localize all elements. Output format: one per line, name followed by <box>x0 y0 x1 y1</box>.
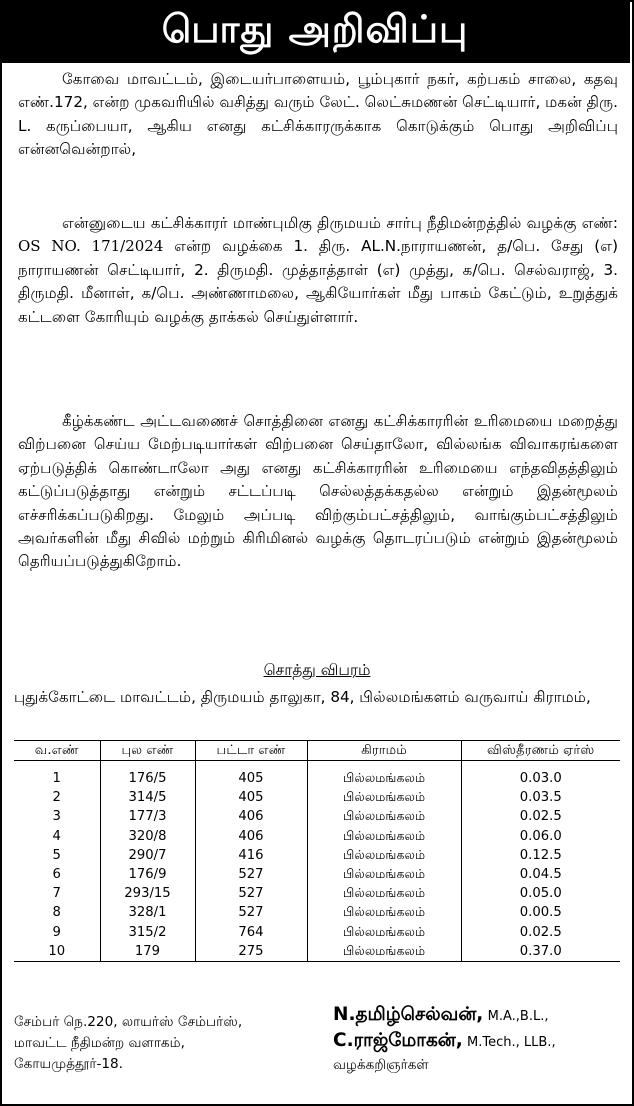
cell-serial: 4 <box>52 828 61 844</box>
cell-village: பில்லமங்கலம் <box>307 942 461 962</box>
notice-paragraph-2 <box>18 212 618 329</box>
cell-village: பில்லமங்கலம் <box>307 807 461 826</box>
header-survey-number: புல எண் <box>100 741 195 761</box>
header-village: கிராமம் <box>307 741 461 761</box>
header-serial: வ.எண் <box>14 741 100 761</box>
cell-serial: 10 <box>14 942 100 962</box>
cell-extent: 0.00.5 <box>461 903 620 922</box>
cell-survey-number: 176/9 <box>100 865 195 884</box>
paragraph-2-body: என்ற வழக்கை 1. திரு. AL.N.நாராயணன், த/பெ. சேது (எ) நாராயணன் செட்டியார், 2. திருமதி. முத்தாத்தாள் (எ) முத்து, க/பெ. செல்வராஜ், 3. திருமதி. மீனாள், க/பெ. அண்ணாமலை, ஆகியோர்கள் மீது பாகம் கேட்டும், உறுத்துக் கட்டளை கோரியும் வழக்கு தாக்கல் செய்துள்ளார். <box>18 237 618 326</box>
notice-title: பொது அறிவிப்பு <box>161 6 469 51</box>
advocate-1-name: N.தமிழ்செல்வன், <box>333 1004 484 1025</box>
cell-patta-number: 405 <box>195 761 307 789</box>
case-number: OS NO. 171/2024 <box>18 237 164 256</box>
cell-serial: 9 <box>52 924 61 940</box>
table-row <box>14 865 620 884</box>
cell-patta-number: 406 <box>195 827 307 846</box>
property-heading: சொத்து விபரம் <box>263 661 371 679</box>
advocates-block <box>333 1003 629 1075</box>
table-row <box>14 923 620 942</box>
cell-survey-number: 315/2 <box>100 923 195 942</box>
cell-patta-number: 406 <box>195 807 307 826</box>
header-extent: விஸ்தீரணம் ஏர்ஸ் <box>461 741 620 761</box>
cell-survey-number: 176/5 <box>100 761 195 789</box>
cell-village: பில்லமங்கலம் <box>307 827 461 846</box>
cell-village: பில்லமங்கலம் <box>307 846 461 865</box>
cell-survey-number: 314/5 <box>100 788 195 807</box>
header-patta-number: பட்டா எண் <box>195 741 307 761</box>
cell-patta-number: 764 <box>195 923 307 942</box>
cell-survey-number: 290/7 <box>100 846 195 865</box>
cell-patta-number: 275 <box>195 942 307 962</box>
table-row <box>14 807 620 826</box>
office-address-line-2: மாவட்ட நீதிமன்ற வளாகம், <box>14 1034 185 1051</box>
cell-village: பில்லமங்கலம் <box>307 884 461 903</box>
office-address-line-3: கோயமுத்தூர்-18. <box>14 1055 124 1072</box>
office-address-line-1: சேம்பர் நெ.220, லாயர்ஸ் சேம்பர்ஸ், <box>14 1014 243 1030</box>
cell-serial: 5 <box>52 847 61 863</box>
cell-village: பில்லமங்கலம் <box>307 865 461 884</box>
cell-patta-number: 405 <box>195 788 307 807</box>
cell-serial: 6 <box>52 867 61 883</box>
cell-patta-number: 527 <box>195 865 307 884</box>
table-row <box>14 846 620 865</box>
cell-village: பில்லமங்கலம் <box>307 903 461 922</box>
cell-extent: 0.02.5 <box>461 923 620 942</box>
advocate-2-degree: M.Tech., LLB., <box>467 1035 556 1050</box>
notice-paragraph-1: கோவை மாவட்டம், இடையர்பாளையம், பூம்புகார் நகர், கற்பகம் சாலை, கதவு எண்.172, என்ற முகவரியில் வசித்து வரும் லேட். லெட்சுமணன் செட்டியார், மகன் திரு. L. கருப்பையா, ஆகிய எனது கட்சிக்காரருக்காக கொடுக்கும் பொது அறிவிப்பு என்னவென்றால், <box>18 70 618 159</box>
cell-village: பில்லமங்கலம் <box>307 788 461 807</box>
table-row <box>14 884 620 903</box>
table-row <box>14 827 620 846</box>
cell-village: பில்லமங்கலம் <box>307 923 461 942</box>
advocate-1-degree: M.A.,B.L., <box>487 1009 549 1024</box>
cell-serial: 8 <box>52 905 61 921</box>
cell-patta-number: 527 <box>195 903 307 922</box>
cell-patta-number: 527 <box>195 884 307 903</box>
cell-extent: 0.03.5 <box>461 788 620 807</box>
cell-survey-number: 293/15 <box>100 884 195 903</box>
table-row <box>14 942 620 962</box>
advocate-2-name: C.ராஜ்மோகன், <box>333 1030 463 1051</box>
cell-village: பில்லமங்கலம் <box>307 761 461 789</box>
cell-survey-number: 177/3 <box>100 807 195 826</box>
cell-survey-number: 328/1 <box>100 903 195 922</box>
cell-serial: 2 <box>52 790 61 806</box>
notice-paragraph-3: கீழ்க்கண்ட அட்டவணைச் சொத்தினை எனது கட்சிக்காரரின் உரிமையை மறைத்து விற்பனை செய்ய மேற்படியார்கள் விற்பனை செய்தாலோ, வில்லங்க விவாகரங்களை ஏற்படுத்திக் கொண்டாலோ அது எனது கட்சிக்காரரின் உரிமையை எந்தவிதத்திலும் கட்டுப்படுத்தாது என்றும் சட்டப்படி செல்லத்தக்கதல்ல என்றும் இதன்மூலம் எச்சரிக்கப்படுகிறது. மேலும் அப்படி விற்கும்பட்சத்திலும், வாங்கும்பட்சத்திலும் அவர்களின் மீது சிவில் மற்றும் கிரிமினல் வழக்கு தொடரப்படும் என்றும் இதன்மூலம் தெரியப்படுத்துகிறோம். <box>18 412 618 571</box>
cell-extent: 0.02.5 <box>461 807 620 826</box>
cell-serial: 1 <box>52 771 61 787</box>
property-address: புதுக்கோட்டை மாவட்டம், திருமயம் தாலுகா, 84, பில்லமங்களம் வருவாய் கிராமம், <box>14 688 591 706</box>
cell-extent: 0.12.5 <box>461 846 620 865</box>
cell-serial: 7 <box>52 886 61 902</box>
office-address <box>14 1012 334 1074</box>
cell-extent: 0.04.5 <box>461 865 620 884</box>
table-header-row <box>14 741 620 761</box>
cell-serial: 3 <box>52 809 61 825</box>
paragraph-2-intro: என்னுடைய கட்சிக்காரர் மாண்புமிகு திருமயம் சார்பு நீதிமன்றத்தில் வழக்கு எண்: <box>62 214 618 232</box>
property-heading-wrap <box>0 661 634 681</box>
cell-extent: 0.03.0 <box>461 761 620 789</box>
cell-extent: 0.37.0 <box>461 942 620 962</box>
table-row <box>14 761 620 789</box>
property-schedule-table <box>14 740 620 962</box>
table-row <box>14 903 620 922</box>
advocate-2 <box>333 1029 629 1055</box>
cell-extent: 0.05.0 <box>461 884 620 903</box>
advocates-role: வழக்கறிஞர்கள் <box>333 1057 429 1073</box>
table-row <box>14 788 620 807</box>
title-banner <box>0 0 630 63</box>
cell-patta-number: 416 <box>195 846 307 865</box>
advocate-1 <box>333 1003 629 1029</box>
cell-survey-number: 320/8 <box>100 827 195 846</box>
cell-extent: 0.06.0 <box>461 827 620 846</box>
cell-survey-number: 179 <box>100 942 195 962</box>
